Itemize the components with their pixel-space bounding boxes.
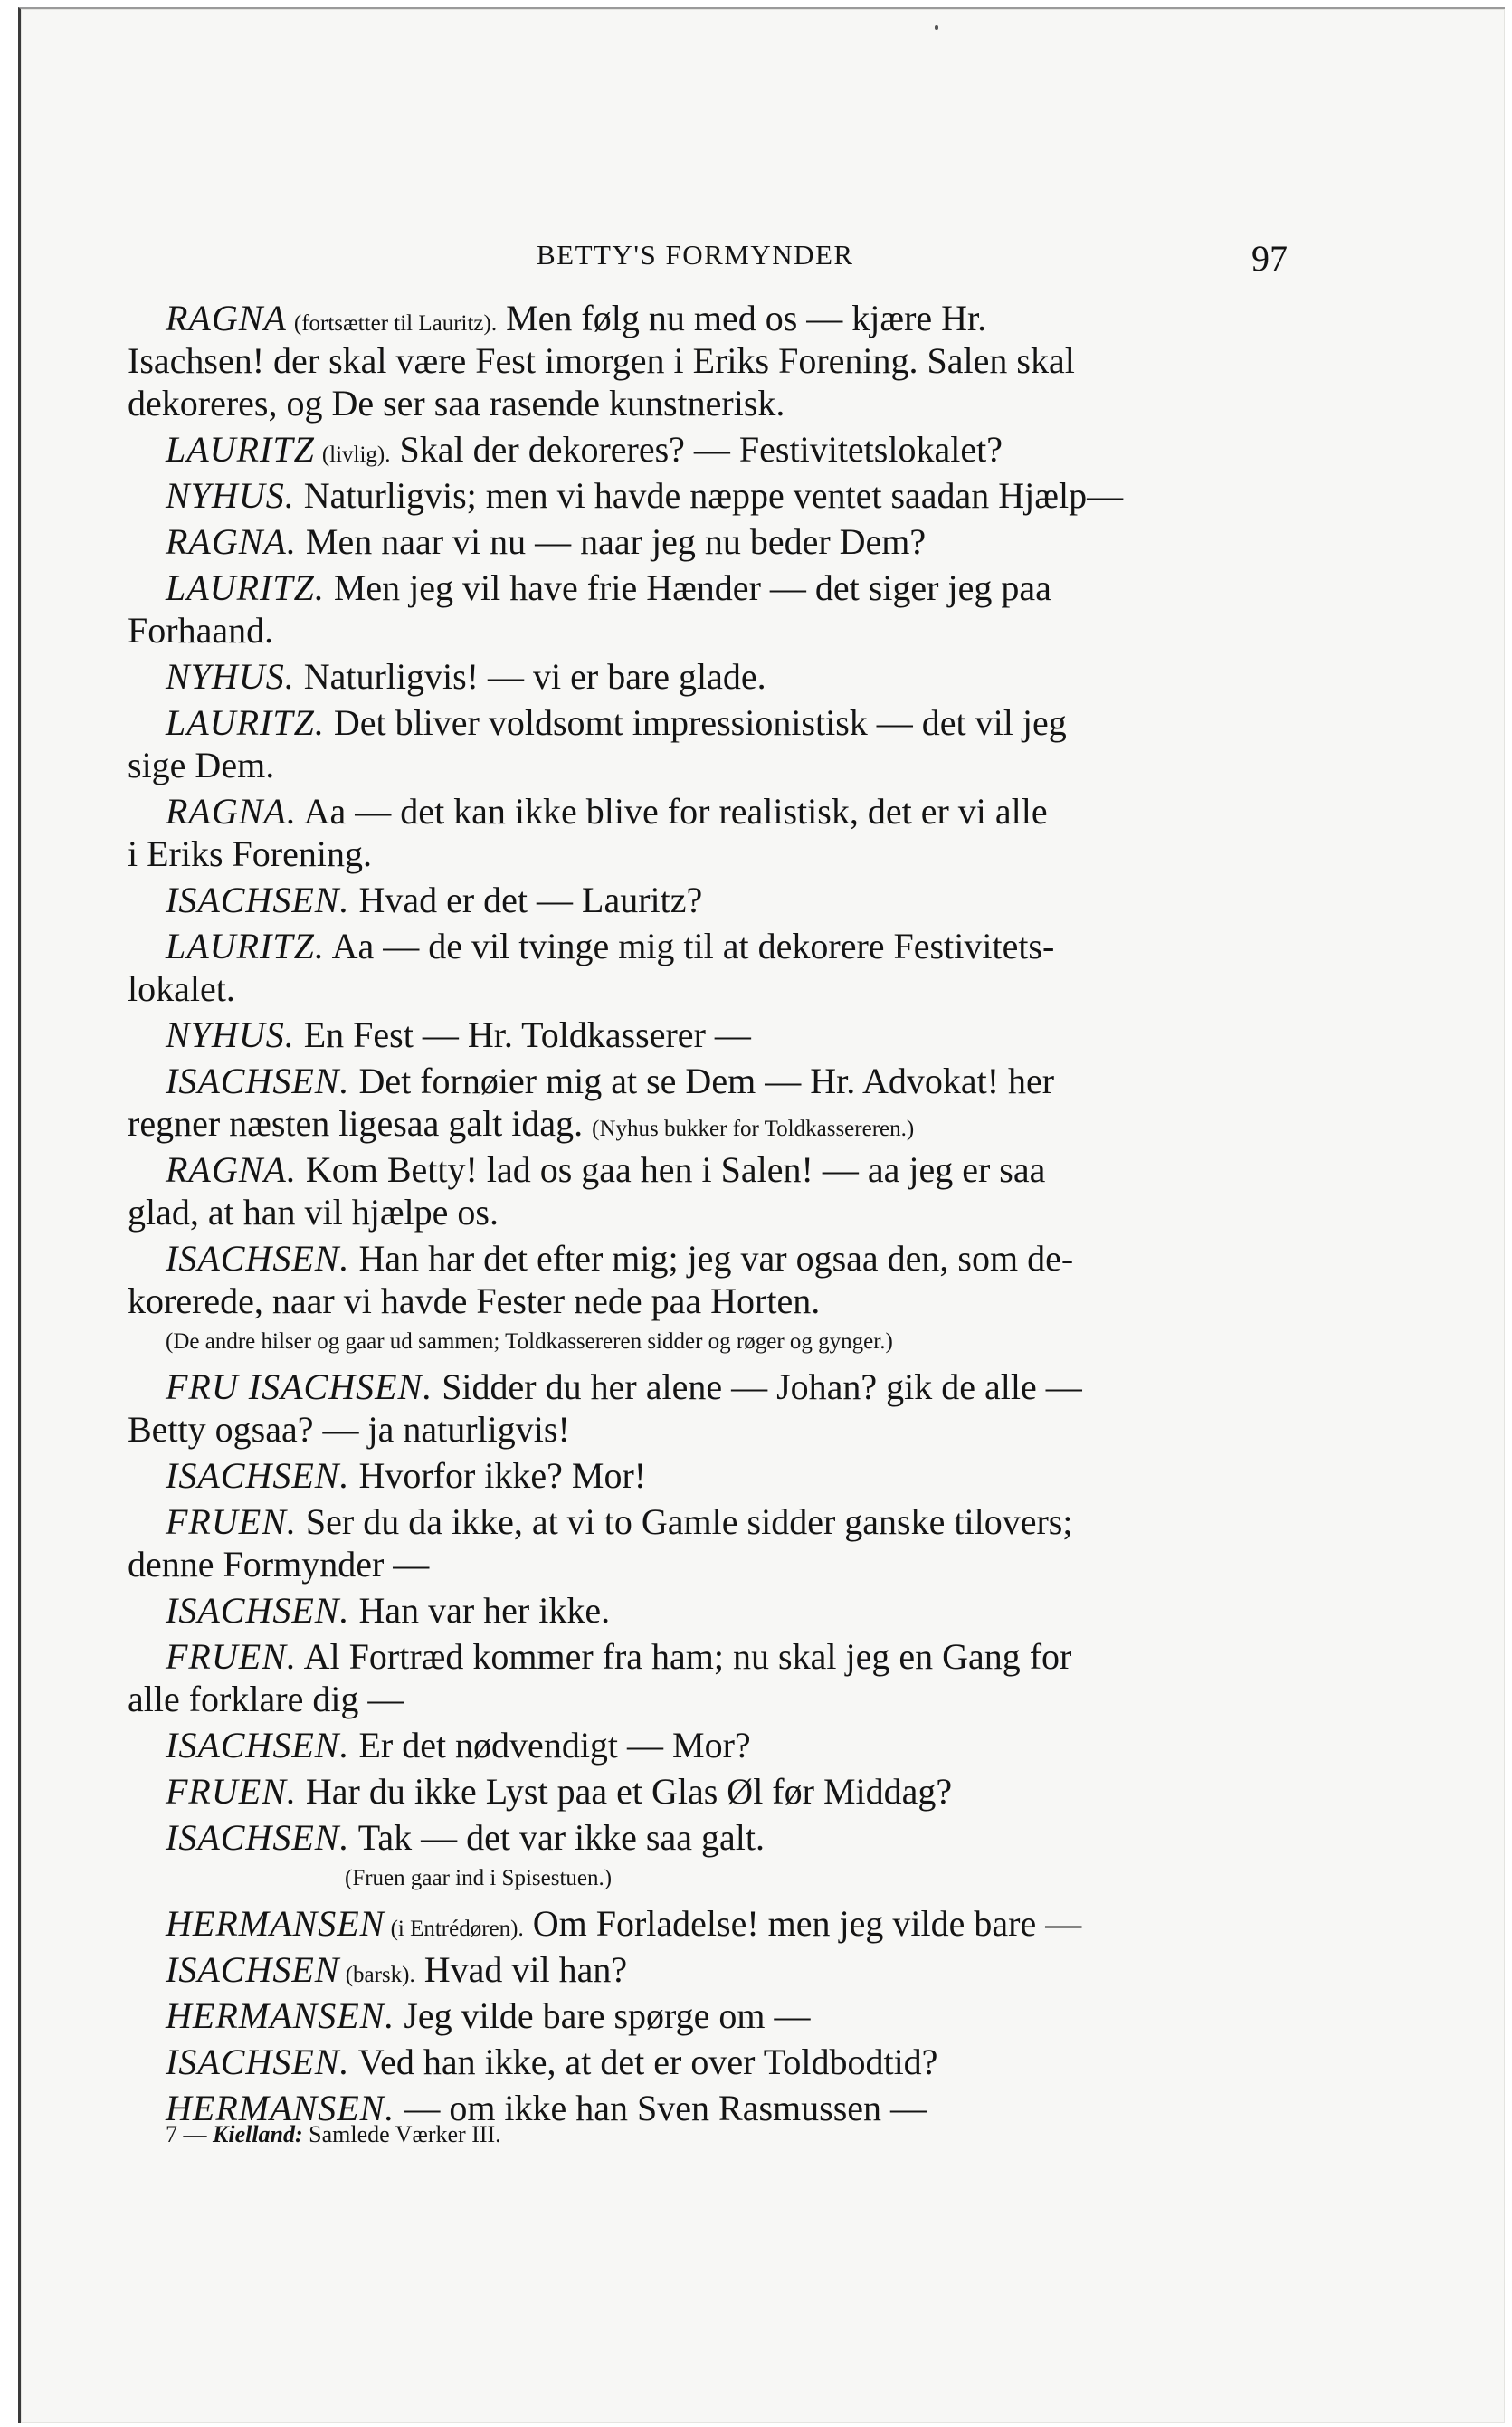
speech-line (128, 2041, 1286, 2083)
speaker-name: NYHUS. (166, 475, 295, 516)
speech-line (128, 1500, 1286, 1543)
speaker-name: ISACHSEN. (166, 1590, 350, 1631)
speech-line (128, 1366, 1286, 1408)
dialogue-text: glad, at han vil hjælpe os. (128, 1192, 499, 1233)
speaker-name: FRUEN. (166, 1636, 297, 1677)
speaker-name: ISACHSEN. (166, 1817, 350, 1858)
speaker-name: ISACHSEN. (166, 1725, 350, 1766)
dialogue-text: Naturligvis! — vi er bare glade. (294, 656, 766, 697)
speaker-name: FRUEN. (166, 1501, 297, 1542)
dialogue-text: Tak — det var ikke saa galt. (349, 1817, 765, 1858)
stage-direction-line (128, 1322, 1286, 1362)
dialogue-text: — om ikke han Sven Rasmussen — (395, 2088, 927, 2128)
book-page (18, 7, 1505, 2423)
speech-line (128, 879, 1286, 921)
speech-line (128, 1589, 1286, 1632)
speaker-name: ISACHSEN. (166, 1455, 350, 1496)
dialogue-text: Al Fortræd kommer fra ham; nu skal jeg en Gang for (296, 1636, 1072, 1677)
stage-direction-inline: (livlig). (321, 443, 391, 467)
dialogue-text: lokalet. (128, 968, 235, 1009)
speaker-name: LAURITZ. (166, 926, 325, 966)
speech-line (128, 1237, 1286, 1280)
dialogue-text: Jeg vilde bare spørge om — (395, 1995, 811, 2036)
continuation-line (128, 833, 1286, 875)
speech-line (128, 566, 1286, 609)
continuation-line (128, 339, 1286, 382)
page-number: 97 (1251, 238, 1288, 279)
speaker-name: NYHUS. (166, 1014, 295, 1055)
dialogue-text: Om Forladelse! men jeg vilde bare — (523, 1903, 1082, 1944)
speech-line (128, 1902, 1286, 1945)
speech-line (128, 790, 1286, 833)
play-text (128, 297, 1286, 2129)
continuation-line (128, 744, 1286, 786)
dialogue-text: dekoreres, og De ser saa rasende kunstnerisk. (128, 383, 785, 424)
continuation-line (128, 1678, 1286, 1720)
dialogue-text: Betty ogsaa? — ja naturligvis! (128, 1409, 570, 1450)
speaker-name: ISACHSEN. (166, 1061, 350, 1101)
dialogue-text: Sidder du her alene — Johan? gik de alle — (433, 1366, 1082, 1407)
speech-line (128, 297, 1286, 339)
speaker-name: FRU ISACHSEN. (166, 1366, 433, 1407)
speaker-name: RAGNA. (166, 521, 297, 562)
page-header (528, 235, 1324, 281)
speech-line (128, 701, 1286, 744)
speech-line (128, 1948, 1286, 1991)
dialogue-text: Naturligvis; men vi havde næppe ventet saadan Hjælp— (294, 475, 1124, 516)
dialogue-text: Hvorfor ikke? Mor! (349, 1455, 647, 1496)
dialogue-text: Skal der dekoreres? — Festivitetslokalet? (390, 429, 1003, 470)
dialogue-text: Aa — det kan ikke blive for realistisk, det er vi alle (296, 791, 1048, 832)
speaker-name: LAURITZ (166, 429, 315, 470)
stage-direction: (De andre hilser og gaar ud sammen; Toldkassereren sidder og røger og gynger.) (166, 1329, 893, 1354)
footer-dash: — (177, 2121, 213, 2147)
dialogue-text: Aa — de vil tvinge mig til at dekorere Festivitets- (324, 926, 1055, 966)
dialogue-text: Men følg nu med os — kjære Hr. (497, 298, 987, 338)
speaker-name: NYHUS. (166, 656, 295, 697)
dialogue-text: Har du ikke Lyst paa et Glas Øl før Middag? (296, 1771, 953, 1812)
dialogue-text: Men jeg vil have frie Hænder — det siger jeg paa (324, 567, 1051, 608)
continuation-line (128, 1280, 1286, 1322)
continuation-line (128, 382, 1286, 424)
speaker-name: ISACHSEN. (166, 880, 350, 920)
speaker-name: HERMANSEN. (166, 2088, 395, 2128)
dialogue-text: Er det nødvendigt — Mor? (349, 1725, 751, 1766)
dialogue-text: sige Dem. (128, 745, 275, 785)
dialogue-text: Forhaand. (128, 610, 274, 651)
speaker-name: LAURITZ. (166, 702, 325, 743)
speech-line (128, 1060, 1286, 1102)
speaker-name: ISACHSEN. (166, 2042, 350, 2082)
speech-line (128, 428, 1286, 471)
speech-line (128, 655, 1286, 698)
speech-line (128, 925, 1286, 967)
speaker-name: FRUEN. (166, 1771, 297, 1812)
speaker-name: RAGNA (166, 298, 287, 338)
continuation-line (128, 1102, 1286, 1145)
speech-line (128, 1148, 1286, 1191)
dialogue-text: Ved han ikke, at det er over Toldbodtid? (349, 2042, 938, 2082)
dialogue-text: alle forklare dig — (128, 1679, 404, 1719)
speaker-name: ISACHSEN (166, 1949, 340, 1990)
speaker-name: HERMANSEN (166, 1903, 385, 1944)
continuation-line (128, 1543, 1286, 1585)
speaker-name: ISACHSEN. (166, 1238, 350, 1279)
dialogue-text: Det fornøier mig at se Dem — Hr. Advokat! her (349, 1061, 1055, 1101)
dialogue-text: Ser du da ikke, at vi to Gamle sidder ganske tilovers; (296, 1501, 1073, 1542)
speech-line (128, 1635, 1286, 1678)
dialogue-text: Men naar vi nu — naar jeg nu beder Dem? (296, 521, 927, 562)
speaker-name: RAGNA. (166, 791, 297, 832)
continuation-line (128, 967, 1286, 1010)
dialogue-text: denne Formynder — (128, 1544, 430, 1585)
dialogue-text: Hvad er det — Lauritz? (349, 880, 703, 920)
speech-line (128, 520, 1286, 563)
dialogue-text: Det bliver voldsomt impressionistisk — det vil jeg (324, 702, 1067, 743)
continuation-line (128, 609, 1286, 652)
dialogue-text: Isachsen! der skal være Fest imorgen i Eriks Forening. Salen skal (128, 340, 1075, 381)
stage-direction-inline: (i Entrédøren). (385, 1917, 524, 1941)
signature-number: 7 (166, 2121, 177, 2147)
dialogue-text: regner næsten ligesaa galt idag. (128, 1103, 593, 1144)
stage-direction-inline: (fortsætter til Lauritz). (293, 311, 498, 336)
stage-direction-line (128, 1859, 1286, 1899)
page-footer (166, 2121, 501, 2148)
dialogue-text: Hvad vil han? (414, 1949, 628, 1990)
dialogue-text: Han var her ikke. (349, 1590, 611, 1631)
continuation-line (128, 1191, 1286, 1233)
ink-speck (935, 25, 938, 30)
speech-line (128, 1014, 1286, 1056)
continuation-line (128, 1408, 1286, 1451)
running-title: BETTY'S FORMYNDER (537, 239, 854, 271)
speech-line (128, 1454, 1286, 1497)
dialogue-text: Han har det efter mig; jeg var ogsaa den, som de- (349, 1238, 1074, 1279)
speech-line (128, 1724, 1286, 1766)
dialogue-text: En Fest — Hr. Toldkasserer — (294, 1014, 751, 1055)
stage-direction-inline: (Nyhus bukker for Toldkassereren.) (592, 1117, 915, 1141)
dialogue-text: i Eriks Forening. (128, 833, 372, 874)
dialogue-text: korerede, naar vi havde Fester nede paa Horten. (128, 1280, 821, 1321)
footer-author: Kielland: (213, 2121, 303, 2147)
speech-line (128, 1770, 1286, 1813)
dialogue-text: Kom Betty! lad os gaa hen i Salen! — aa jeg er saa (296, 1149, 1046, 1190)
footer-work: Samlede Værker III. (302, 2121, 501, 2147)
speaker-name: RAGNA. (166, 1149, 297, 1190)
speaker-name: HERMANSEN. (166, 1995, 395, 2036)
speech-line (128, 1816, 1286, 1859)
stage-direction-inline: (barsk). (339, 1963, 415, 1987)
speech-line (128, 474, 1286, 517)
speaker-name: LAURITZ. (166, 567, 325, 608)
stage-direction: (Fruen gaar ind i Spisestuen.) (345, 1866, 613, 1890)
speech-line (128, 1994, 1286, 2037)
